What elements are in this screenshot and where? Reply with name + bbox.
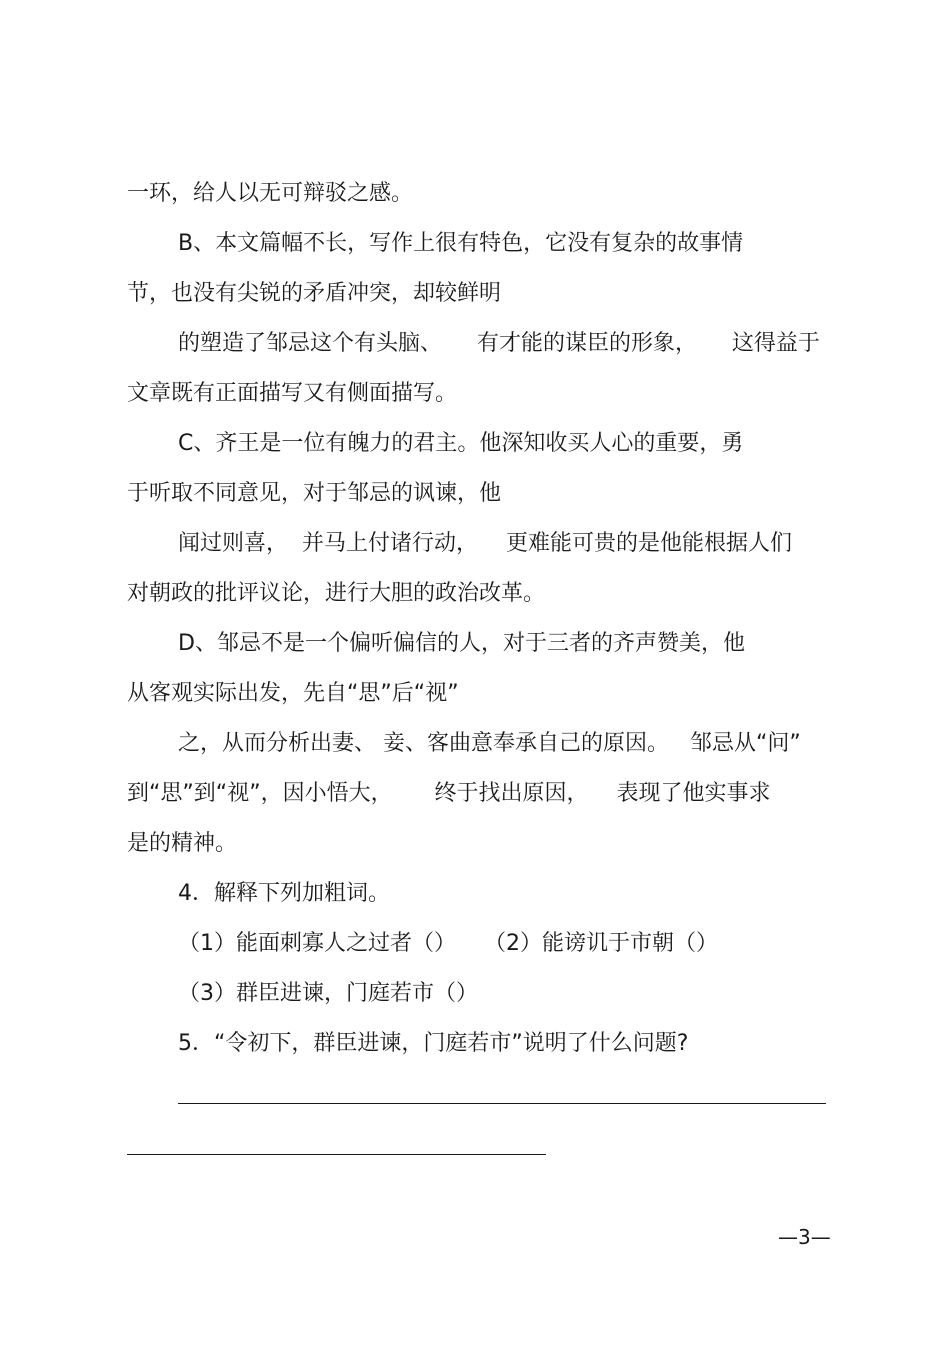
text-line: 之，从而分析出妻、 妾、客曲意奉承自己的原因。 邹忌从“问” bbox=[178, 731, 801, 756]
answer-line[interactable] bbox=[178, 1103, 826, 1104]
question-5-heading: 5．“令初下，群臣进谏，门庭若市”说明了什么问题? bbox=[178, 1031, 689, 1056]
text-line: 一环，给人以无可辩驳之感。 bbox=[127, 181, 414, 206]
text-line: 于听取不同意见，对于邹忌的讽谏，他 bbox=[127, 481, 502, 506]
question-4-heading: 4．解释下列加粗词。 bbox=[178, 881, 390, 906]
text-line: 闻过则喜， 并马上付诸行动， 更难能可贵的是他能根据人们 bbox=[178, 531, 792, 556]
question-4-items: （1）能面刺寡人之过者（） （2）能谤讥于市朝（） bbox=[178, 931, 718, 956]
answer-line[interactable] bbox=[127, 1154, 546, 1155]
text-line: 从客观实际出发，先自“思”后“视” bbox=[127, 681, 459, 706]
text-line: 的塑造了邹忌这个有头脑、 有才能的谋臣的形象， 这得益于 bbox=[178, 331, 820, 356]
text-line: 对朝政的批评议论，进行大胆的政治改革。 bbox=[127, 581, 546, 606]
option-c-line: C、齐王是一位有魄力的君主。他深知收买人心的重要，勇 bbox=[178, 431, 744, 456]
text-line: 到“思”到“视”，因小悟大， 终于找出原因， 表现了他实事求 bbox=[127, 781, 771, 806]
text-line: 节，也没有尖锐的矛盾冲突，却较鲜明 bbox=[127, 281, 502, 306]
option-d-line: D、邹忌不是一个偏听偏信的人，对于三者的齐声赞美，他 bbox=[178, 631, 745, 656]
text-line: 文章既有正面描写又有侧面描写。 bbox=[127, 381, 458, 406]
question-4-item-3: （3）群臣进谏，门庭若市（） bbox=[178, 981, 478, 1006]
page-number: —3— bbox=[778, 1225, 831, 1249]
option-b-line: B、本文篇幅不长，写作上很有特色，它没有复杂的故事情 bbox=[178, 231, 744, 256]
text-line: 是的精神。 bbox=[127, 831, 238, 856]
